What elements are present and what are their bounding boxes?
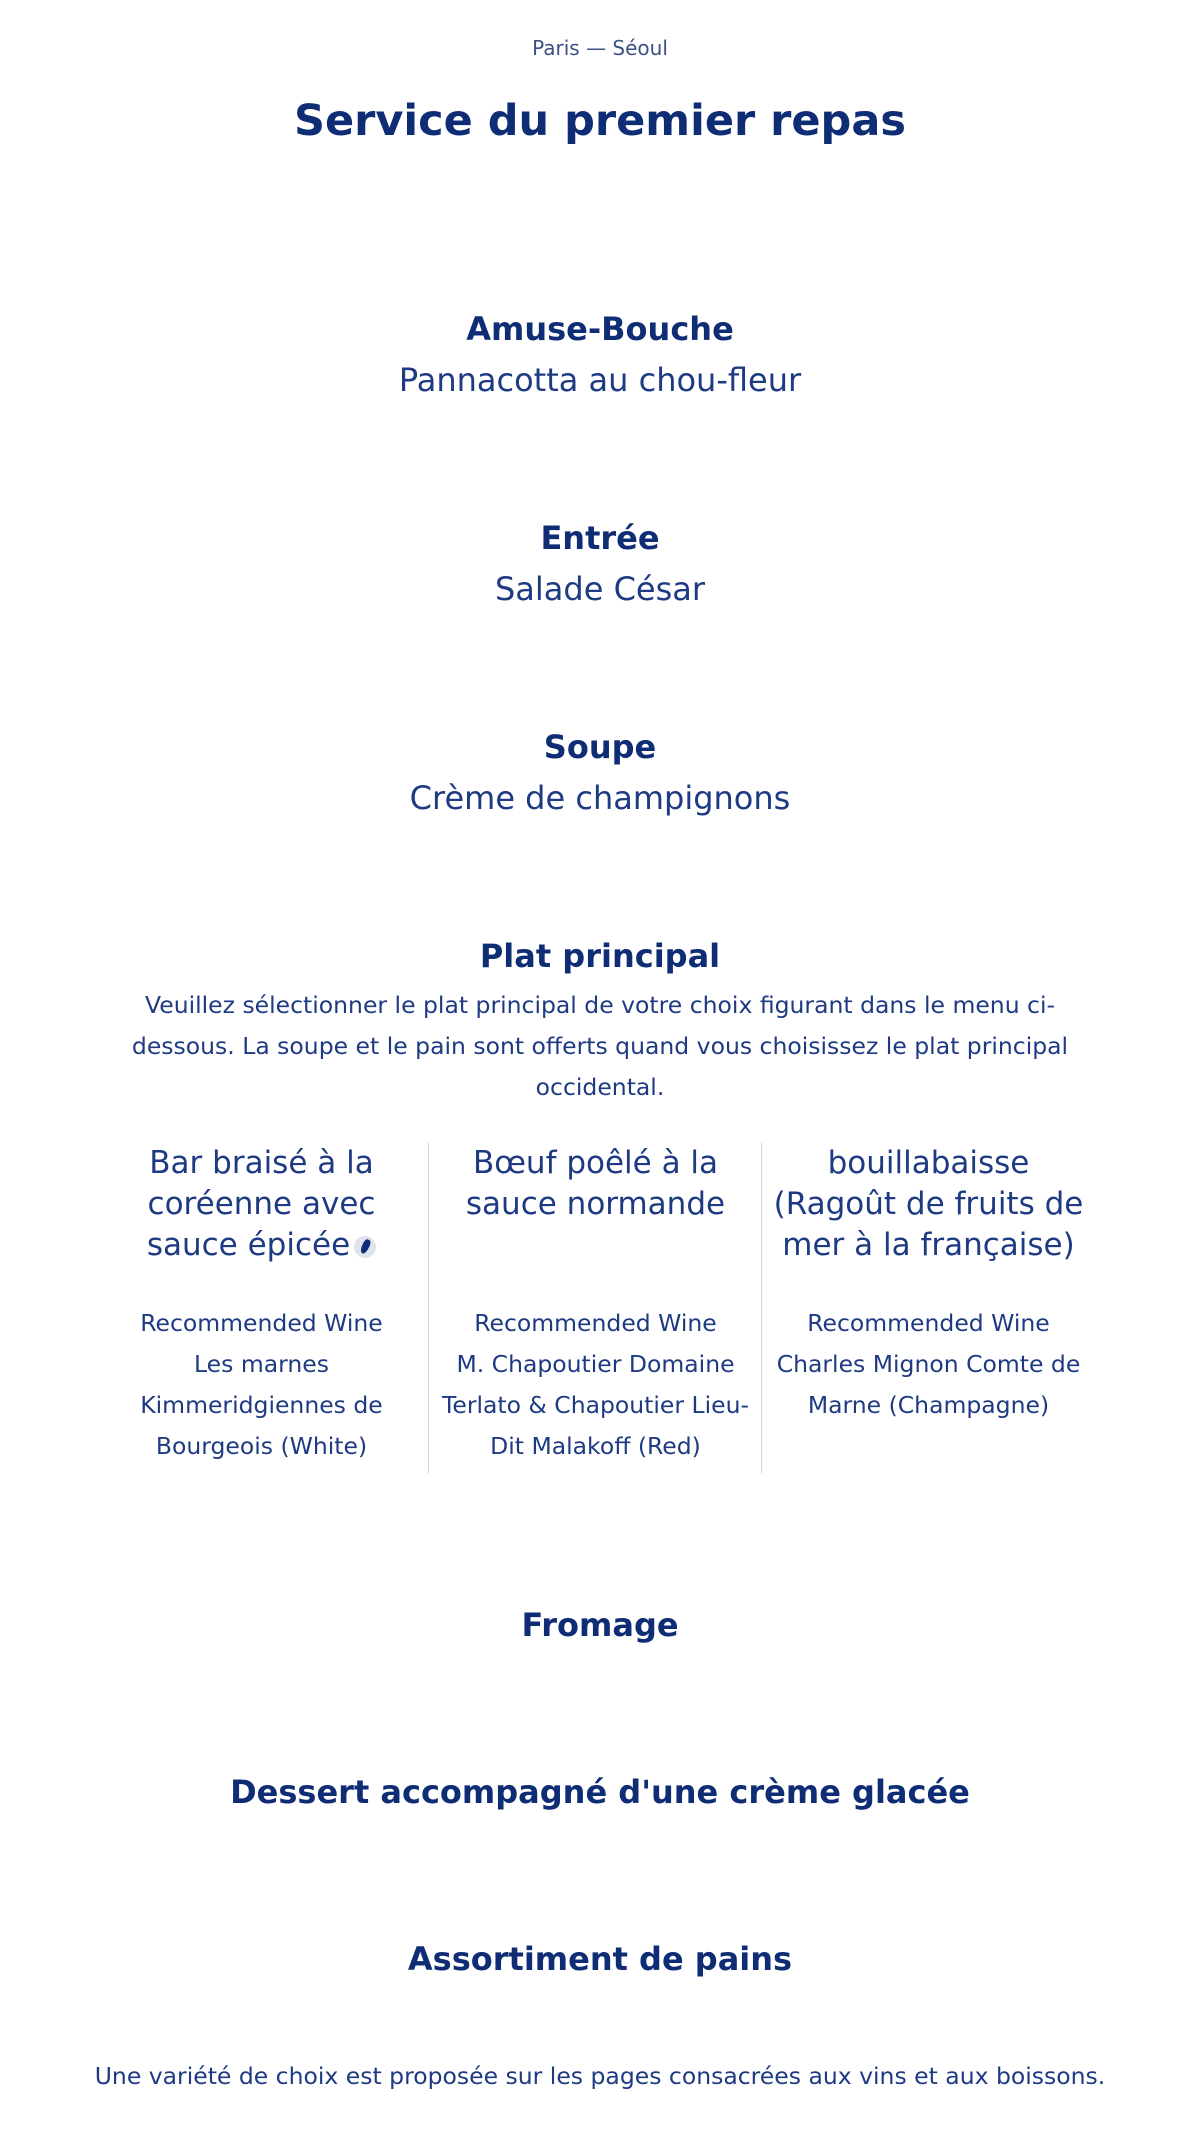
wine-recommendation: [95, 1303, 428, 1467]
wine-label: Recommended Wine: [807, 1309, 1050, 1337]
course-dish: Salade César: [494, 570, 706, 608]
course-title: Fromage: [521, 1606, 679, 1644]
course-amuse-bouche: [0, 308, 1200, 402]
spicy-icon: [354, 1236, 376, 1258]
course-title: Dessert accompagné d'une crème glacée: [230, 1773, 970, 1811]
course-plat-principal: [0, 935, 1200, 977]
course-title: Assortiment de pains: [407, 1940, 793, 1978]
main-option-dish: [95, 1143, 428, 1303]
wine-label: Recommended Wine: [474, 1309, 717, 1337]
main-course-options: [95, 1143, 1095, 1473]
course-title: Soupe: [543, 728, 657, 766]
main-option: [761, 1143, 1095, 1473]
main-option-dish-name: Bar braisé à la coréenne avec sauce épicée: [146, 1145, 376, 1263]
main-option-dish: bouillabaisse (Ragoût de fruits de mer à la française): [773, 1145, 1084, 1263]
route-label: Paris — Séoul: [532, 36, 668, 60]
footer-note: Une variété de choix est proposée sur les pages consacrées aux vins et aux boissons.: [94, 2062, 1106, 2090]
wine-name: Charles Mignon Comte de Marne (Champagne): [776, 1350, 1081, 1419]
course-dish: Pannacotta au chou-fleur: [398, 361, 802, 399]
wine-name: M. Chapoutier Domaine Terlato & Chapoutier Lieu-Dit Malakoff (Red): [442, 1350, 749, 1460]
course-title: Entrée: [540, 519, 660, 557]
course-title: Plat principal: [479, 937, 721, 975]
course-title: Amuse-Bouche: [466, 310, 734, 348]
course-entree: [0, 517, 1200, 611]
wine-label: Recommended Wine: [140, 1309, 383, 1337]
course-dessert: [0, 1771, 1200, 1813]
main-option: [95, 1143, 428, 1473]
main-option-dish: Bœuf poêlé à la sauce normande: [465, 1145, 726, 1222]
course-fromage: [0, 1604, 1200, 1646]
course-soupe: [0, 726, 1200, 820]
wine-recommendation: [429, 1303, 762, 1467]
page-title: Service du premier repas: [294, 96, 906, 146]
main-course-intro: Veuillez sélectionner le plat principal de votre choix figurant dans le menu ci-dessous. La soupe et le pain sont offerts quand vous choisissez le plat principal occidental.: [131, 991, 1069, 1101]
wine-recommendation: [762, 1303, 1095, 1426]
main-option: [428, 1143, 762, 1473]
course-dish: Crème de champignons: [409, 779, 791, 817]
course-pains: [0, 1938, 1200, 1980]
wine-name: Les marnes Kimmeridgiennes de Bourgeois (White): [140, 1350, 383, 1460]
